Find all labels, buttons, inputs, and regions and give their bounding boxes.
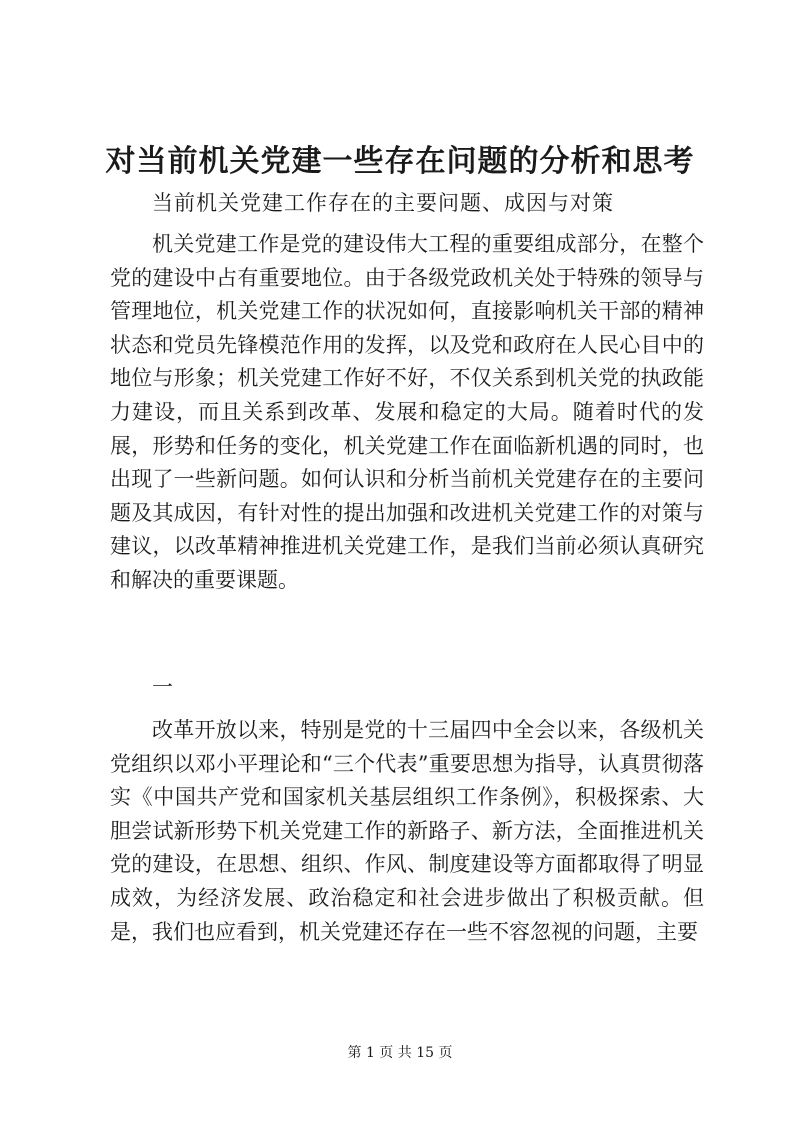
page-footer: 第 1 页 共 15 页: [347, 1045, 453, 1061]
section-heading: 一: [152, 675, 173, 699]
body-paragraph: 改革开放以来，特别是党的十三届四中全会以来，各级机关党组织以邓小平理论和“三个代表”重要思想为指导，认真贯彻落实《中国共产党和国家机关基层组织工作条例》，积极探索、大胆尝试新形势下机关党建工作的新路子、新方法，全面推进机关党的建设，在思想、组织、作风、制度建设等方面都取得了明显成效，为经济发展、政治稳定和社会进步做出了积极贡献。但是，我们也应看到，机关党建还存在一些不容忽视的问题，主要: [110, 718, 704, 944]
document-subtitle: 当前机关党建工作存在的主要问题、成因与对策: [152, 191, 614, 215]
document-title: 对当前机关党建一些存在问题的分析和思考: [105, 144, 695, 179]
body-paragraph: 机关党建工作是党的建设伟大工程的重要组成部分，在整个党的建设中占有重要地位。由于各级党政机关处于特殊的领导与管理地位，机关党建工作的状况如何，直接影响机关干部的精神状态和党员先锋模范作用的发挥，以及党和政府在人民心目中的地位与形象；机关党建工作好不好，不仅关系到机关党的执政能力建设，而且关系到改革、发展和稳定的大局。随着时代的发展，形势和任务的变化，机关党建工作在面临新机遇的同时，也出现了一些新问题。如何认识和分析当前机关党建存在的主要问题及其成因，有针对性的提出加强和改进机关党建工作的对策与建议，以改革精神推进机关党建工作，是我们当前必须认真研究和解决的重要课题。: [110, 232, 704, 592]
